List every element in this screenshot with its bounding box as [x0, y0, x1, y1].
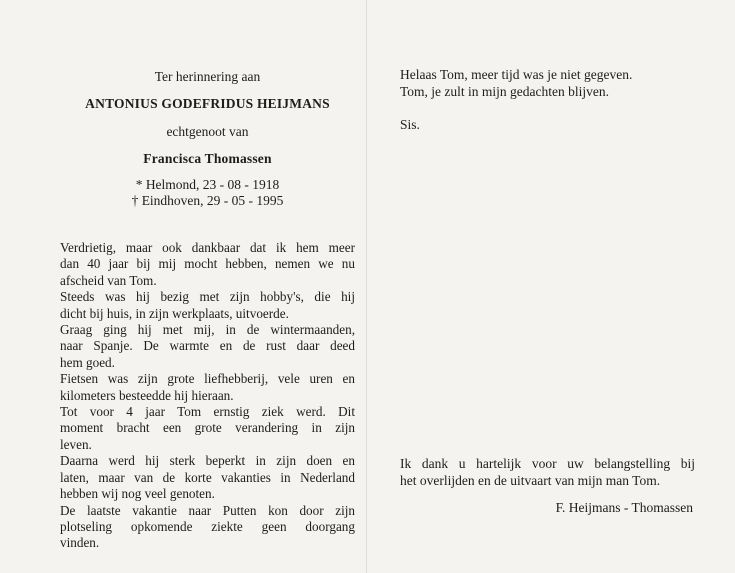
biography-line: De laatste vakantie naar Putten kon door zijn — [60, 502, 355, 518]
biography-line: moment bracht een grote verandering in zijn — [60, 420, 355, 436]
biography-line: hebben wij nog veel genoten. — [60, 486, 215, 502]
biography-line: naar Spanje. De warmte en de rust daar deed — [60, 338, 355, 354]
biography-line: vinden. — [60, 535, 100, 551]
spouse-name: Francisca Thomassen — [143, 151, 272, 166]
biography-line: dicht bij huis, in zijn werkplaats, uitvoerde. — [60, 305, 289, 321]
poem-signature: Sis. — [400, 117, 420, 132]
thanks-text — [400, 456, 695, 489]
biography-line: laten, maar van de korte vakanties in Nederland — [60, 469, 355, 485]
biography-line: Graag ging hij met mij, in de wintermaanden, — [60, 322, 355, 338]
biography-line: Verdrietig, maar ook dankbaar dat ik hem meer — [60, 240, 355, 255]
left-page — [60, 0, 355, 573]
biography-line: afscheid van Tom. — [60, 272, 157, 288]
biography-line: Steeds was hij bezig met zijn hobby's, die hij — [60, 289, 355, 305]
biography-line: Fietsen was zijn grote liefhebberij, vele uren en — [60, 371, 355, 387]
spouse-intro-text: echtgenoot van — [166, 124, 249, 139]
biography-line: hem goed. — [60, 354, 115, 370]
thanks-line: Ik dank u hartelijk voor uw belangstelling bij — [400, 456, 695, 471]
biography-line: kilometers besteedde hij hieraan. — [60, 387, 234, 403]
biography-line: leven. — [60, 436, 92, 452]
card-fold — [366, 0, 367, 573]
intro-text: Ter herinnering aan — [154, 69, 261, 84]
deceased-name: ANTONIUS GODEFRIDUS HEIJMANS — [85, 96, 330, 111]
signature: F. Heijmans - Thomassen — [555, 500, 693, 515]
poem — [400, 66, 695, 100]
death-line: † Eindhoven, 29 - 05 - 1995 — [131, 193, 284, 208]
biography-line: dan 40 jaar bij mij mocht hebben, nemen we nu — [60, 256, 355, 272]
right-page — [400, 0, 695, 573]
birth-line: * Helmond, 23 - 08 - 1918 — [135, 177, 280, 192]
biography-line: Tot voor 4 jaar Tom ernstig ziek werd. Dit — [60, 404, 355, 420]
thanks-line: het overlijden en de uitvaart van mijn man Tom. — [400, 472, 661, 488]
biography-line: plotseling opkomende ziekte geen doorgang — [60, 518, 355, 534]
biography-line: Daarna werd hij sterk beperkt in zijn doen en — [60, 453, 355, 469]
poem-line: Tom, je zult in mijn gedachten blijven. — [400, 84, 610, 99]
biography-text — [60, 240, 355, 552]
poem-line: Helaas Tom, meer tijd was je niet gegeven. — [400, 67, 633, 82]
